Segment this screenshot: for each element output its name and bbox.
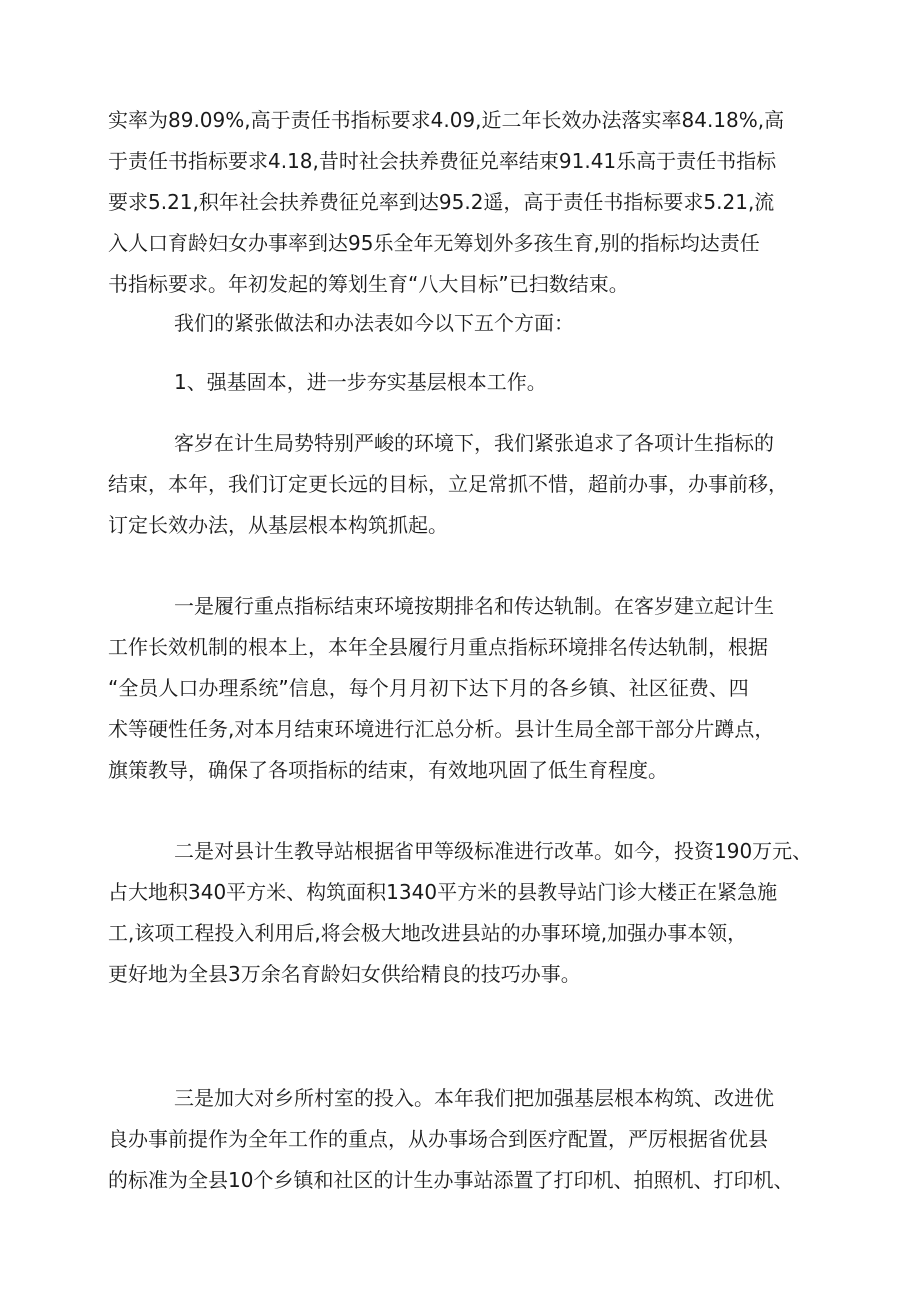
text-line: 二是对县计生教导站根据省甲等级标准进行改革。如今，投资190万元、: [174, 839, 813, 863]
paragraph-point-one: [108, 586, 808, 791]
text-line: 订定长效办法，从基层根本构筑抓起。: [108, 513, 448, 537]
text-line: 我们的紧张做法和办法表如今以下五个方面：: [174, 311, 574, 335]
paragraph-intro: [108, 303, 808, 344]
text-line: 结束，本年，我们订定更长远的目标，立足常抓不惜，超前办事，办事前移，: [108, 472, 788, 496]
text-line: “全员人口办理系统”信息，每个月月初下达下月的各乡镇、社区征费、四: [108, 676, 749, 700]
text-line: 旗策教导，确保了各项指标的结束，有效地巩固了低生育程度。: [108, 758, 668, 782]
paragraph-statistics: [108, 100, 808, 305]
text-line: 要求5.21,积年社会扶养费征兑率到达95.2遥，高于责任书指标要求5.21,流: [108, 190, 775, 214]
paragraph-background: [108, 423, 808, 546]
text-line: 入人口育龄妇女办事率到达95乐全年无筹划外多孩生育,别的指标均达责任: [108, 231, 760, 255]
text-line: 客岁在计生局势特别严峻的环境下，我们紧张追求了各项计生指标的: [174, 431, 774, 455]
text-line: 三是加大对乡所村室的投入。本年我们把加强基层根本构筑、改进优: [174, 1086, 774, 1110]
text-line: 于责任书指标要求4.18,昔时社会扶养费征兑率结束91.41乐高于责任书指标: [108, 149, 777, 173]
text-line: 占大地积340平方米、构筑面积1340平方米的县教导站门诊大楼正在紧急施: [108, 880, 778, 904]
text-line: 1、强基固本，进一步夯实基层根本工作。: [174, 370, 547, 394]
paragraph-point-two: [108, 831, 813, 995]
text-line: 的标准为全县10个乡镇和社区的计生办事站添置了打印机、拍照机、打印机、: [108, 1168, 794, 1192]
text-line: 术等硬性任务,对本月结束环境进行汇总分析。县计生局全部干部分片蹲点，: [108, 717, 775, 741]
text-line: 工作长效机制的根本上，本年全县履行月重点指标环境排名传达轨制，根据: [108, 635, 768, 659]
paragraph-point-three: [108, 1078, 808, 1201]
text-line: 更好地为全县3万余名育龄妇女供给精良的技巧办事。: [108, 962, 581, 986]
text-line: 良办事前提作为全年工作的重点，从办事场合到医疗配置，严厉根据省优县: [108, 1127, 768, 1151]
text-line: 实率为89.09%,高于责任书指标要求4.09,近二年长效办法落实率84.18%,高: [108, 108, 785, 132]
section-heading: [108, 362, 808, 403]
text-line: 工,该项工程投入利用后,将会极大地改进县站的办事环境,加强办事本领，: [108, 921, 748, 945]
text-line: 书指标要求。年初发起的筹划生育“八大目标”已扫数结束。: [108, 272, 629, 296]
text-line: 一是履行重点指标结束环境按期排名和传达轨制。在客岁建立起计生: [174, 594, 774, 618]
